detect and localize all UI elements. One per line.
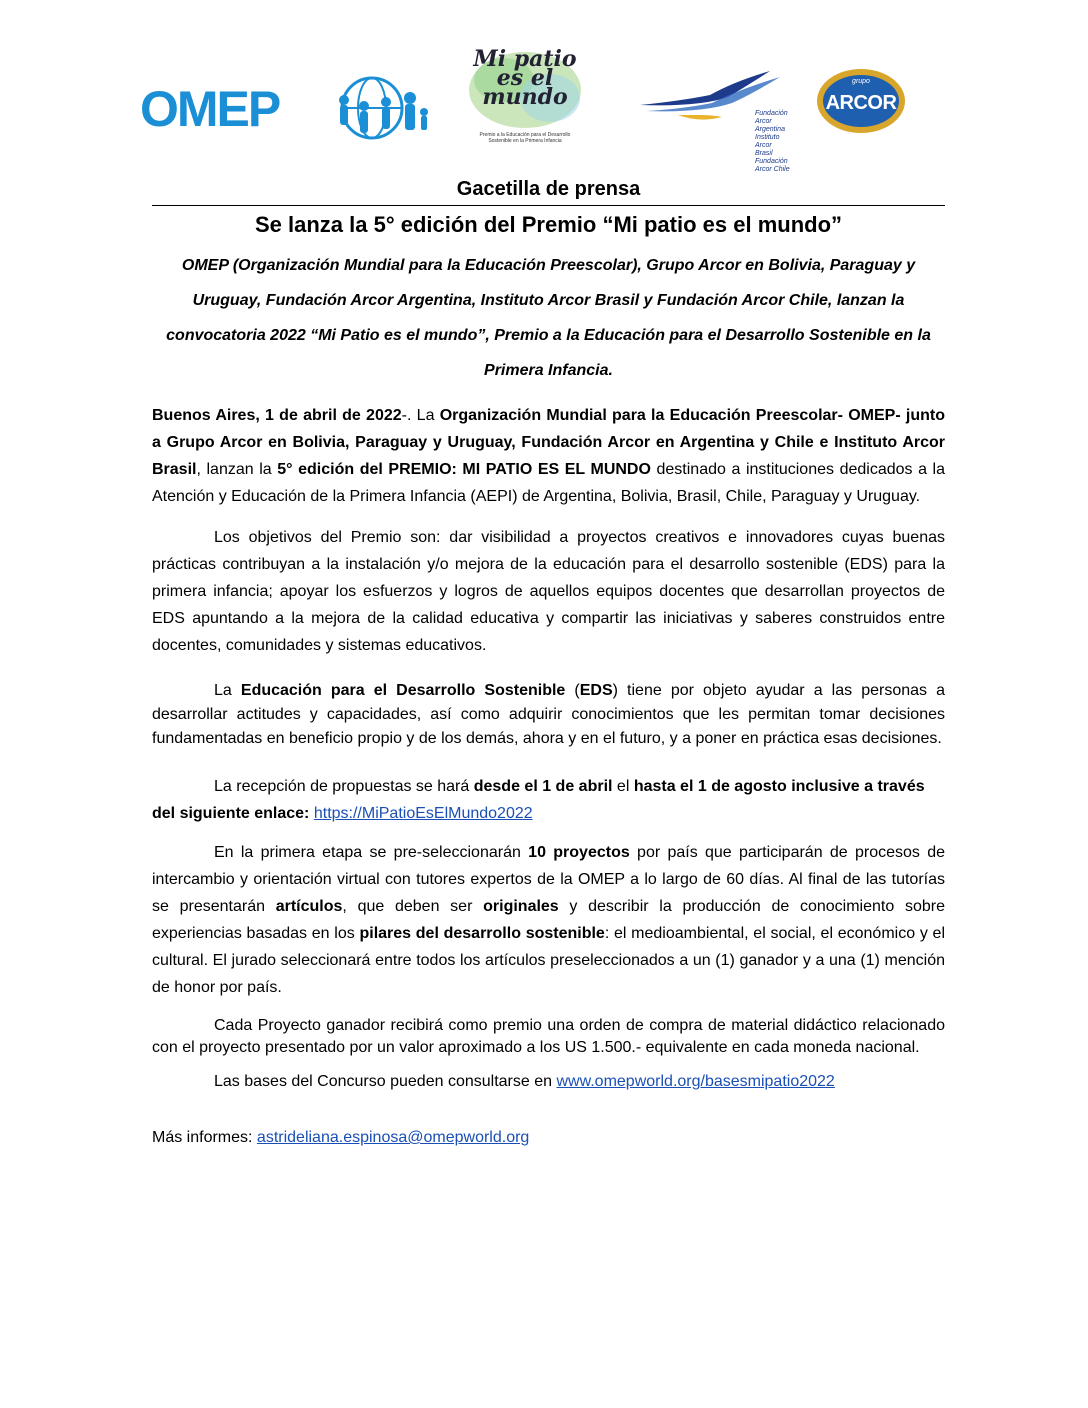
text-run: : el medioambiental, el social, el económico y el cultural. El jurado seleccionará entre todos los artículos preseleccionados a un (1) ganador y a una (1) mención de honor por país. [152,925,946,996]
bold-run: pilares del desarrollo sostenible [359,925,605,942]
text-run: ( [565,682,580,699]
bold-run: 10 proyectos [528,844,630,861]
bold-run: Organización Mundial para la Educación Preescolar- OMEP- junto a Grupo Arcor en Bolivia, Paraguay y Uruguay, Fundación Arcor en Argentina y Chile e Instituto Arcor Brasil [152,407,946,478]
paragraph-reception [152,773,945,827]
document-kicker: Gacetilla de prensa [152,178,945,206]
bold-run: artículos [275,898,343,915]
mi-patio-caption: Premio a la Educación para el Desarrollo Sostenible en la Primera Infancia [479,132,571,144]
fundacion-arcor-logo [640,65,790,173]
text-run: por país que participarán de procesos de intercambio y orientación virtual con tutores expertos de la OMEP a lo largo de 60 días. Al final de las tutorías se presentarán [152,844,946,915]
omep-logo [140,72,430,162]
lead-paragraph: OMEP (Organización Mundial para la Educación Preescolar), Grupo Arcor en Bolivia, Paraguay y Uruguay, Fundación Arcor Argentina, Instituto Arcor Brasil y Fundación Arcor Chile, lanzan la convocatoria 2022 “Mi Patio es el mundo”, Premio a la Educación para el Desarrollo Sostenible en la Primera Infancia. [166,257,931,379]
text-run: La recepción de propuestas se hará [214,778,474,795]
text-run: , que deben ser [342,898,484,915]
paragraph-stages [152,839,945,1001]
fundacion-line: Fundación Arcor Argentina [755,110,788,133]
text-run: La [214,682,241,699]
paragraph-intro [152,402,945,510]
headline: Se lanza la 5° edición del Premio “Mi patio es el mundo” [254,212,843,237]
fundacion-names [755,110,790,174]
fundacion-line: Instituto Arcor Brasil [755,134,780,157]
submission-link[interactable]: https://MiPatioEsElMundo2022 [313,805,533,822]
text-run: Más informes: [152,1129,257,1146]
text-run: , lanzan la [196,461,278,478]
grupo-arcor-logo [816,68,906,134]
paragraph-eds [152,679,945,751]
paragraph-prize: Cada Proyecto ganador recibirá como premio una orden de compra de material didáctico relacionado con el proyecto presentado por un valor aproximado a los US 1.500.- equivalente en cada moneda nacional. [152,1017,945,1056]
logo-bar [140,46,950,173]
fundacion-line: Fundación Arcor Chile [755,158,790,173]
bases-link[interactable]: www.omepworld.org/basesmipatio2022 [556,1073,835,1090]
contact-email-link[interactable]: astrideliana.espinosa@omepworld.org [256,1129,530,1146]
bold-run: 5° edición del PREMIO: MI PATIO ES EL MUNDO [277,461,651,478]
text-run: ) tiene por objeto ayudar a las personas a desarrollar actitudes y capacidades, así como adquirir conocimientos que les permitan tomar decisiones fundamentadas en beneficio propio y de los demás, ahora y en el futuro, y a poner en práctica esas decisiones. [152,682,946,747]
paragraph-contact [152,1127,945,1149]
mi-patio-wordmark: Mi patio es el mundo [473,46,577,110]
paragraph-bases [152,1071,945,1093]
bold-run: hasta el 1 de agosto inclusive a través del siguiente enlace: [152,778,925,822]
dateline: Buenos Aires, 1 de abril de 2022 [152,407,402,424]
text-run: En la primera etapa se pre-seleccionarán [214,844,529,861]
press-release [152,178,945,1149]
arcor-wordmark: ARCOR [825,92,897,114]
paragraph-objectives: Los objetivos del Premio son: dar visibilidad a proyectos creativos e innovadores cuyas buenas prácticas contribuyan a la instalación y/o mejora de la educación para el desarrollo sostenible (EDS) para la primera infancia; apoyar los esfuerzos y logros de aquellos equipos docentes que desarrollan proyectos de EDS apuntando a la mejora de la calidad educativa y compartir las iniciativas y saberes construidos entre docentes, comunidades y sistemas educativos. [152,529,945,654]
text-run: destinado a instituciones dedicados a la Atención y Educación de la Primera Infancia (AEPI) de Argentina, Bolivia, Brasil, Chile, Paraguay y Uruguay. [152,461,946,505]
arcor-small-text: grupo [852,78,870,85]
mi-patio-logo [460,46,590,150]
children-globe-icon [330,72,430,144]
text-run: Las bases del Concurso pueden consultarse en [214,1073,557,1090]
text-run: y describir la producción de conocimiento sobre experiencias basadas en los [152,898,945,942]
bold-run: originales [483,898,559,915]
bold-run: Educación para el Desarrollo Sostenible [240,682,566,699]
text-run: -. La [401,407,440,424]
omep-wordmark: OMEP [140,81,280,137]
text-run: el [612,778,634,795]
bold-run: desde el 1 de abril [473,778,613,795]
bold-run: EDS [579,682,613,699]
